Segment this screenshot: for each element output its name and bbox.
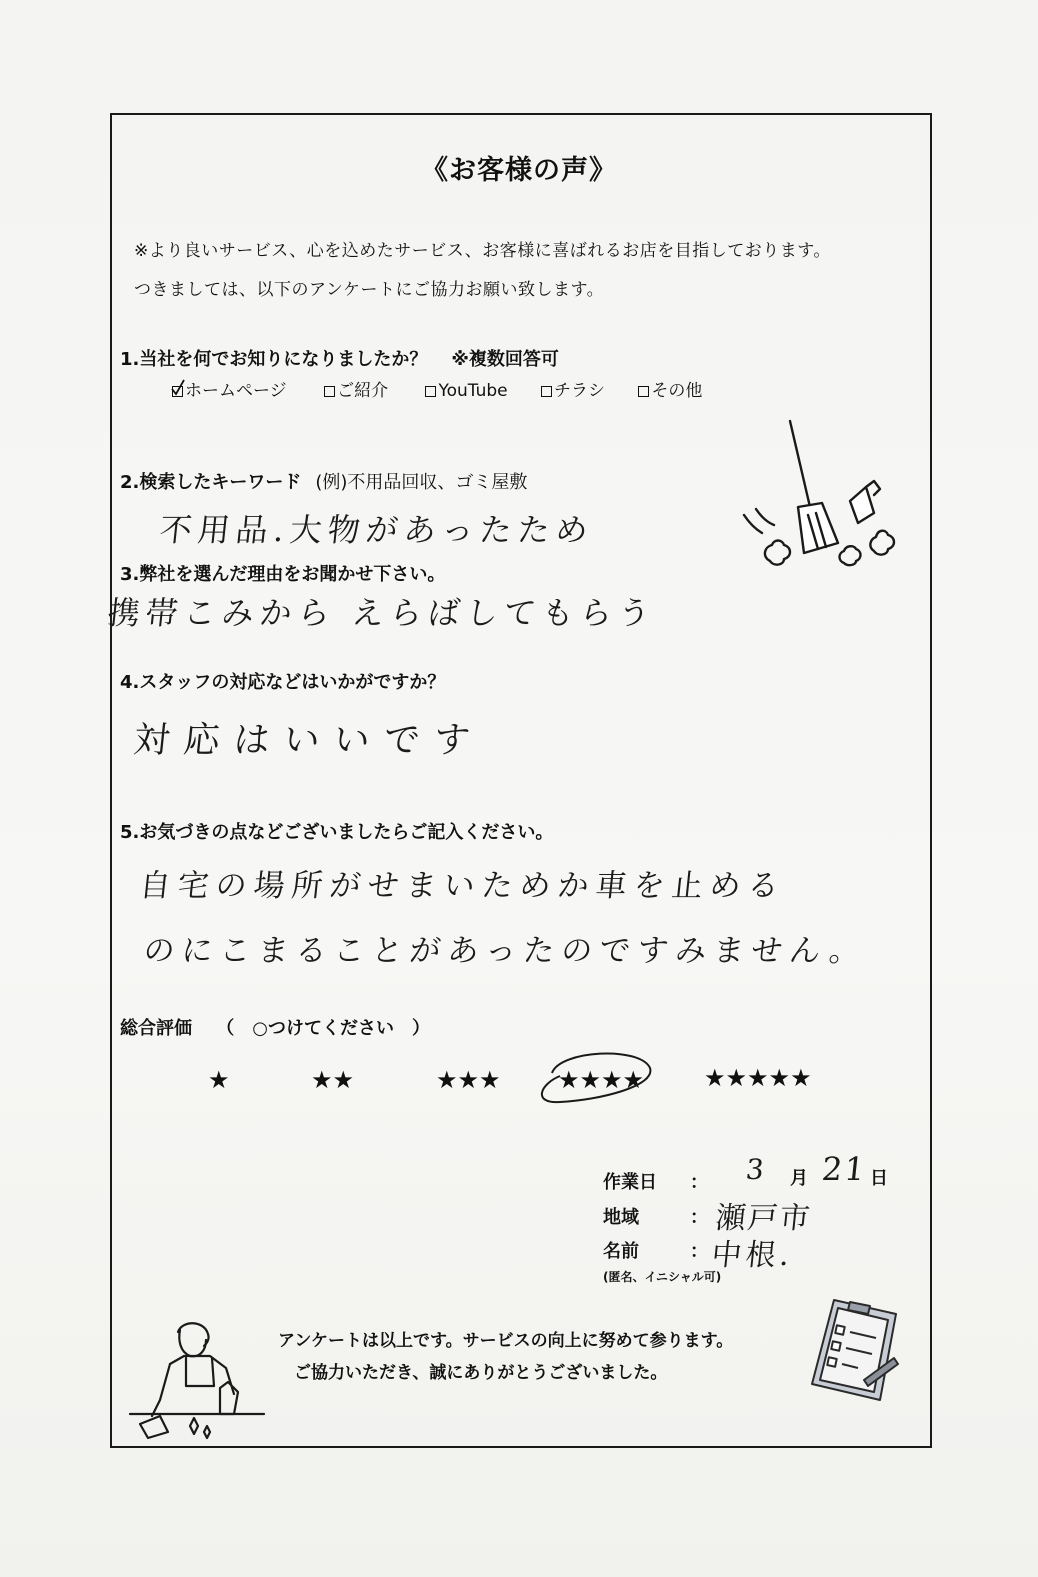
- closing-line-2: ご協力いただき、誠にありがとうございました。: [294, 1363, 668, 1383]
- rating-option-5[interactable]: ★★★★★: [704, 1064, 812, 1092]
- broom-dustpan-icon: [738, 415, 908, 575]
- option-label: その他: [651, 381, 703, 401]
- date-colon: ：: [690, 1172, 708, 1193]
- question-1-note: ※複数回答可: [451, 349, 559, 370]
- intro-line-1: ※より良いサービス、心を込めたサービス、お客様に喜ばれるお店を目指しております。: [134, 241, 831, 261]
- question-1-label: 1.当社を何でお知りになりましたか？: [120, 349, 428, 370]
- name-note: (匿名、イニシャル可): [603, 1270, 722, 1284]
- question-4-label: 4.スタッフの対応などはいかがですか？: [120, 672, 446, 693]
- name-label: 名前: [603, 1241, 639, 1262]
- option-label: チラシ: [554, 381, 606, 401]
- question-3-label: 3.弊社を選んだ理由をお聞かせ下さい。: [120, 564, 446, 585]
- region-value: 瀬戸市: [713, 1201, 814, 1236]
- date-label: 作業日: [603, 1172, 657, 1193]
- rating-label: 総合評価: [120, 1018, 192, 1039]
- date-month-value: 3: [744, 1153, 772, 1186]
- region-label: 地域: [603, 1207, 639, 1228]
- question-4-answer: 対応はいいです: [131, 720, 486, 761]
- page-title: 《お客様の声》: [421, 155, 617, 186]
- cleaning-person-icon: [130, 1314, 270, 1454]
- question-2-answer: 不用品.大物があったため: [157, 511, 596, 549]
- rating-option-1[interactable]: ★: [208, 1066, 230, 1094]
- question-3-answer: 携帯こみから えらばしてもらう: [105, 594, 658, 632]
- name-colon: ：: [690, 1241, 708, 1262]
- option-label: YouTube: [438, 381, 508, 401]
- question-2-example: (例)不用品回収、ゴミ屋敷: [315, 472, 528, 493]
- region-colon: ：: [690, 1207, 708, 1228]
- option-label: ホームページ: [185, 381, 287, 401]
- option-label: ご紹介: [337, 381, 389, 401]
- month-unit: 月: [790, 1168, 808, 1189]
- rating-option-4[interactable]: ★★★★: [558, 1066, 645, 1094]
- rating-option-2[interactable]: ★★: [311, 1066, 355, 1094]
- rating-option-3[interactable]: ★★★: [436, 1066, 501, 1094]
- rating-instruction: （ ○つけてください ）: [216, 1018, 430, 1039]
- closing-line-1: アンケートは以上です。サービスの向上に努めて参ります。: [278, 1331, 734, 1351]
- question-5-label: 5.お気づきの点などございましたらご記入ください。: [120, 822, 554, 843]
- question-5-answer-line-2: のにこまることがあったのですみません。: [141, 933, 870, 969]
- question-2-label: 2.検索したキーワード: [120, 472, 302, 493]
- intro-line-2: つきましては、以下のアンケートにご協力お願い致します。: [134, 280, 605, 300]
- day-unit: 日: [870, 1168, 888, 1189]
- clipboard-checklist-icon: [806, 1296, 902, 1406]
- date-day-value: 21: [820, 1150, 869, 1188]
- name-value: 中根.: [709, 1238, 796, 1273]
- question-5-answer-line-1: 自宅の場所がせまいためか車を止める: [137, 868, 788, 904]
